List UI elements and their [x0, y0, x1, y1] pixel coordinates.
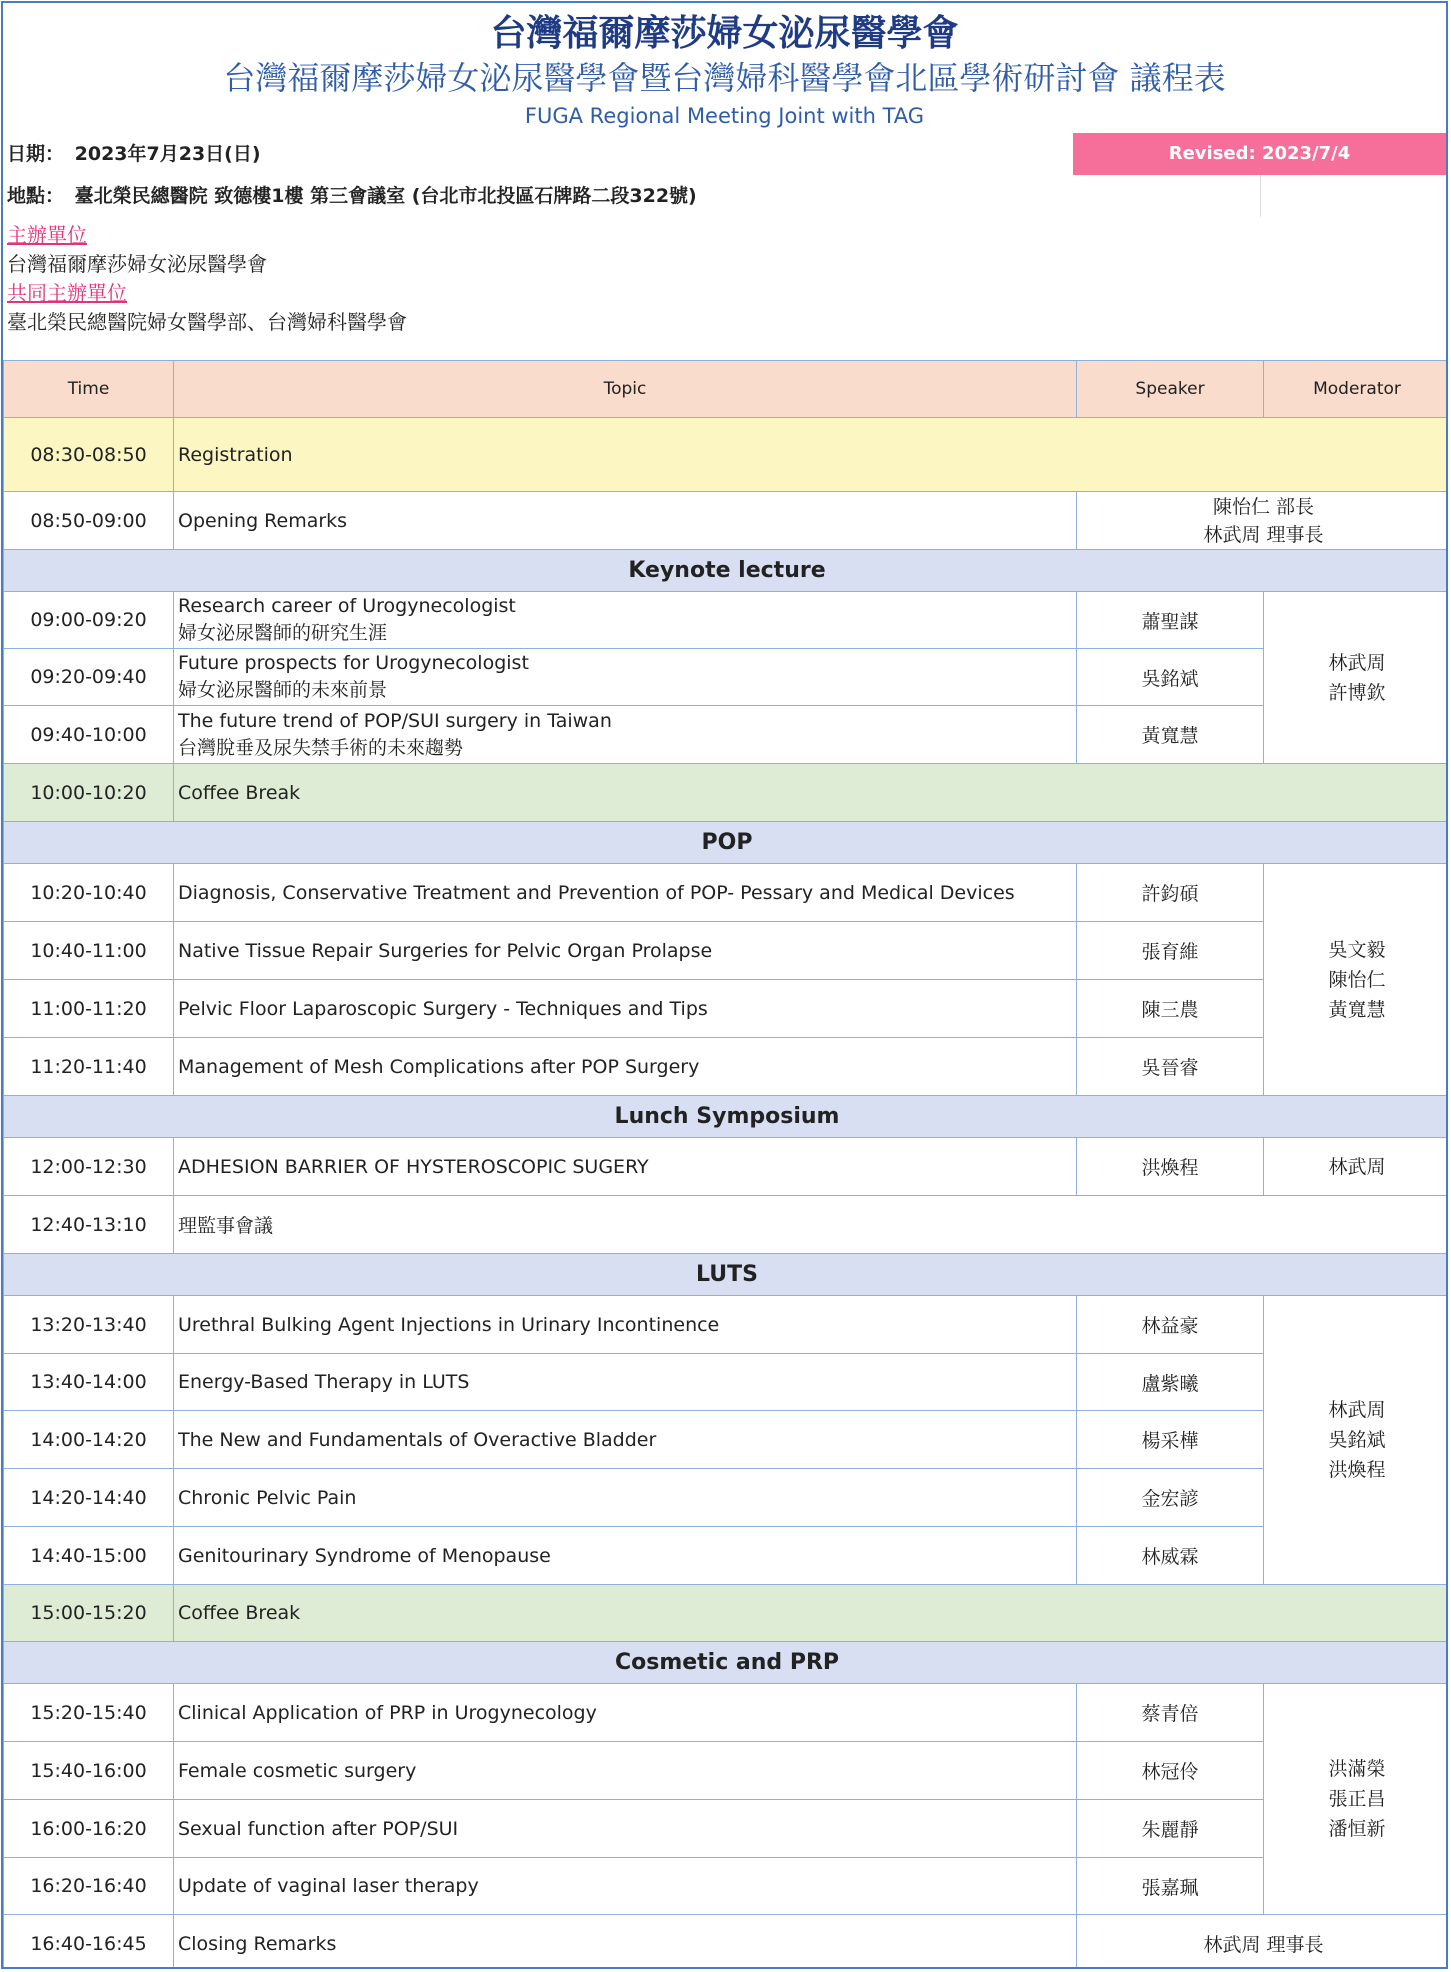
topic-cell: Management of Mesh Complications after POP Surgery [174, 1038, 1077, 1096]
page-subtitle: 台灣福爾摩莎婦女泌尿醫學會暨台灣婦科醫學會北區學術研討會 議程表 [223, 59, 1226, 97]
time-cell: 09:40-10:00 [4, 706, 174, 764]
time-cell: 08:30-08:50 [4, 418, 174, 492]
date-value: 2023年7月23日(日) [74, 143, 261, 165]
table-row [4, 1858, 1449, 1915]
moderator-name: 洪煥程 [1328, 1459, 1386, 1481]
topic-cell: Female cosmetic surgery [174, 1742, 1077, 1800]
speaker-cell: 吳銘斌 [1077, 649, 1264, 706]
topic-cell [174, 649, 1077, 706]
col-header-moderator: Moderator [1264, 361, 1449, 418]
table-row [4, 864, 1449, 922]
topic-cell: 理監事會議 [174, 1196, 1449, 1254]
speaker-cell: 林冠伶 [1077, 1742, 1264, 1800]
topic-zh: 婦女泌尿醫師的未來前景 [178, 679, 388, 701]
time-cell: 11:00-11:20 [4, 980, 174, 1038]
topic-cell: Closing Remarks [174, 1915, 1077, 1970]
time-cell: 14:20-14:40 [4, 1469, 174, 1527]
moderator-name: 潘恒新 [1328, 1818, 1386, 1840]
topic-en: Research career of Urogynecologist [178, 595, 516, 617]
table-row [4, 1742, 1449, 1800]
topic-cell: Clinical Application of PRP in Urogynecology [174, 1684, 1077, 1742]
table-row [4, 1296, 1449, 1354]
venue-row [3, 175, 1446, 217]
speaker-cell: 陳三農 [1077, 980, 1264, 1038]
table-row [4, 1527, 1449, 1585]
speaker-cell: 金宏諺 [1077, 1469, 1264, 1527]
speaker-cell: 許鈞碩 [1077, 864, 1264, 922]
moderator-name: 許博欽 [1328, 681, 1386, 704]
time-cell: 15:00-15:20 [4, 1585, 174, 1642]
time-cell: 10:00-10:20 [4, 764, 174, 822]
section-title: Keynote lecture [4, 550, 1449, 592]
moderator-name: 林武周 [1328, 1399, 1386, 1421]
table-row [4, 706, 1449, 764]
topic-zh: 台灣脫垂及尿失禁手術的未來趨勢 [178, 736, 464, 759]
section-row [4, 550, 1449, 592]
section-row [4, 822, 1449, 864]
speaker-cell: 張育維 [1077, 922, 1264, 980]
topic-cell: Genitourinary Syndrome of Menopause [174, 1527, 1077, 1585]
speaker-cell: 吳晉睿 [1077, 1038, 1264, 1096]
venue-label: 地點： [7, 185, 65, 207]
moderator-cell: 林武周 [1264, 1138, 1449, 1196]
topic-cell: Coffee Break [174, 1585, 1449, 1642]
table-row [4, 1684, 1449, 1742]
topic-cell: Pelvic Floor Laparoscopic Surgery - Techniques and Tips [174, 980, 1077, 1038]
table-row [4, 1585, 1449, 1642]
table-header-row [4, 361, 1449, 418]
speaker-cell: 張嘉珮 [1077, 1858, 1264, 1915]
topic-en: Future prospects for Urogynecologist [178, 652, 529, 674]
speaker-cell: 林益豪 [1077, 1296, 1264, 1354]
time-cell: 14:40-15:00 [4, 1527, 174, 1585]
section-title: Cosmetic and PRP [4, 1642, 1449, 1684]
time-cell: 08:50-09:00 [4, 492, 174, 550]
time-cell: 10:20-10:40 [4, 864, 174, 922]
table-row [4, 764, 1449, 822]
time-cell: 10:40-11:00 [4, 922, 174, 980]
speaker-cell: 林威霖 [1077, 1527, 1264, 1585]
table-row [4, 649, 1449, 706]
speaker-line: 林武周 理事長 [1203, 523, 1324, 546]
host-label-link[interactable]: 主辦單位 [7, 223, 87, 247]
topic-cell: Energy-Based Therapy in LUTS [174, 1354, 1077, 1411]
venue-value: 臺北榮民總醫院 致德樓1樓 第三會議室 (台北市北投區石牌路二段322號) [74, 185, 697, 207]
schedule-table [3, 360, 1448, 1969]
table-row [4, 922, 1449, 980]
speaker-cell: 楊采樺 [1077, 1411, 1264, 1469]
section-row [4, 1254, 1449, 1296]
date-row [3, 133, 1446, 175]
time-cell: 09:00-09:20 [4, 592, 174, 649]
col-header-time: Time [4, 361, 174, 418]
table-row [4, 418, 1449, 492]
time-cell: 12:00-12:30 [4, 1138, 174, 1196]
divider [1260, 175, 1261, 217]
table-row [4, 1038, 1449, 1096]
time-cell: 12:40-13:10 [4, 1196, 174, 1254]
topic-cell: Coffee Break [174, 764, 1449, 822]
cohost-label-link[interactable]: 共同主辦單位 [7, 281, 127, 305]
time-cell: 13:40-14:00 [4, 1354, 174, 1411]
moderator-cell [1264, 864, 1449, 1096]
table-row [4, 492, 1449, 550]
topic-cell: Update of vaginal laser therapy [174, 1858, 1077, 1915]
table-row [4, 980, 1449, 1038]
col-header-speaker: Speaker [1077, 361, 1264, 418]
time-cell: 16:40-16:45 [4, 1915, 174, 1970]
speaker-cell: 朱麗靜 [1077, 1800, 1264, 1858]
page-subtitle-en: FUGA Regional Meeting Joint with TAG [524, 104, 925, 128]
table-row [4, 592, 1449, 649]
time-cell: 16:20-16:40 [4, 1858, 174, 1915]
page-title: 台灣福爾摩莎婦女泌尿醫學會 [490, 13, 959, 54]
moderator-name: 陳怡仁 [1328, 968, 1386, 991]
topic-cell: Diagnosis, Conservative Treatment and Prevention of POP- Pessary and Medical Devices [174, 864, 1077, 922]
topic-cell: Sexual function after POP/SUI [174, 1800, 1077, 1858]
table-row [4, 1915, 1449, 1970]
topic-cell: Registration [174, 418, 1449, 492]
table-row [4, 1354, 1449, 1411]
time-cell: 11:20-11:40 [4, 1038, 174, 1096]
time-cell: 14:00-14:20 [4, 1411, 174, 1469]
moderator-cell [1264, 1684, 1449, 1915]
speaker-cell: 盧紫曦 [1077, 1354, 1264, 1411]
section-title: LUTS [4, 1254, 1449, 1296]
agenda-page [1, 1, 1448, 1969]
topic-en: The future trend of POP/SUI surgery in Taiwan [178, 709, 612, 732]
moderator-name: 吳文毅 [1328, 938, 1386, 961]
speaker-line: 陳怡仁 部長 [1212, 495, 1315, 518]
section-title: POP [4, 822, 1449, 864]
time-cell: 15:40-16:00 [4, 1742, 174, 1800]
speaker-cell: 蔡青倍 [1077, 1684, 1264, 1742]
moderator-name: 洪滿榮 [1328, 1758, 1386, 1780]
table-row [4, 1800, 1449, 1858]
section-title: Lunch Symposium [4, 1096, 1449, 1138]
topic-cell: The New and Fundamentals of Overactive Bladder [174, 1411, 1077, 1469]
time-cell: 09:20-09:40 [4, 649, 174, 706]
time-cell: 16:00-16:20 [4, 1800, 174, 1858]
topic-cell: Chronic Pelvic Pain [174, 1469, 1077, 1527]
cohost-name: 臺北榮民總醫院婦女醫學部、台灣婦科醫學會 [7, 310, 407, 334]
time-cell: 13:20-13:40 [4, 1296, 174, 1354]
revised-badge: Revised: 2023/7/4 [1073, 133, 1446, 175]
moderator-cell [1264, 592, 1449, 764]
section-row [4, 1642, 1449, 1684]
moderator-cell [1264, 1296, 1449, 1585]
topic-cell [174, 706, 1077, 764]
speaker-cell: 黃寬慧 [1077, 706, 1264, 764]
section-row [4, 1096, 1449, 1138]
moderator-name: 林武周 [1328, 651, 1386, 674]
topic-zh: 婦女泌尿醫師的研究生涯 [178, 622, 388, 644]
table-row [4, 1138, 1449, 1196]
moderator-name: 黃寬慧 [1328, 998, 1386, 1021]
table-row [4, 1411, 1449, 1469]
moderator-name: 張正昌 [1328, 1788, 1386, 1810]
topic-cell: Urethral Bulking Agent Injections in Urinary Incontinence [174, 1296, 1077, 1354]
speaker-cell: 林武周 理事長 [1077, 1915, 1449, 1970]
table-row [4, 1469, 1449, 1527]
host-name: 台灣福爾摩莎婦女泌尿醫學會 [7, 252, 267, 276]
time-cell: 15:20-15:40 [4, 1684, 174, 1742]
topic-cell: ADHESION BARRIER OF HYSTEROSCOPIC SUGERY [174, 1138, 1077, 1196]
topic-cell: Opening Remarks [174, 492, 1077, 550]
topic-cell: Native Tissue Repair Surgeries for Pelvic Organ Prolapse [174, 922, 1077, 980]
speaker-cell: 洪煥程 [1077, 1138, 1264, 1196]
date-label: 日期： [7, 143, 65, 165]
col-header-topic: Topic [174, 361, 1077, 418]
moderator-name: 吳銘斌 [1328, 1429, 1386, 1451]
table-row [4, 1196, 1449, 1254]
topic-cell [174, 592, 1077, 649]
speaker-cell [1077, 492, 1449, 550]
speaker-cell: 蕭聖謀 [1077, 592, 1264, 649]
